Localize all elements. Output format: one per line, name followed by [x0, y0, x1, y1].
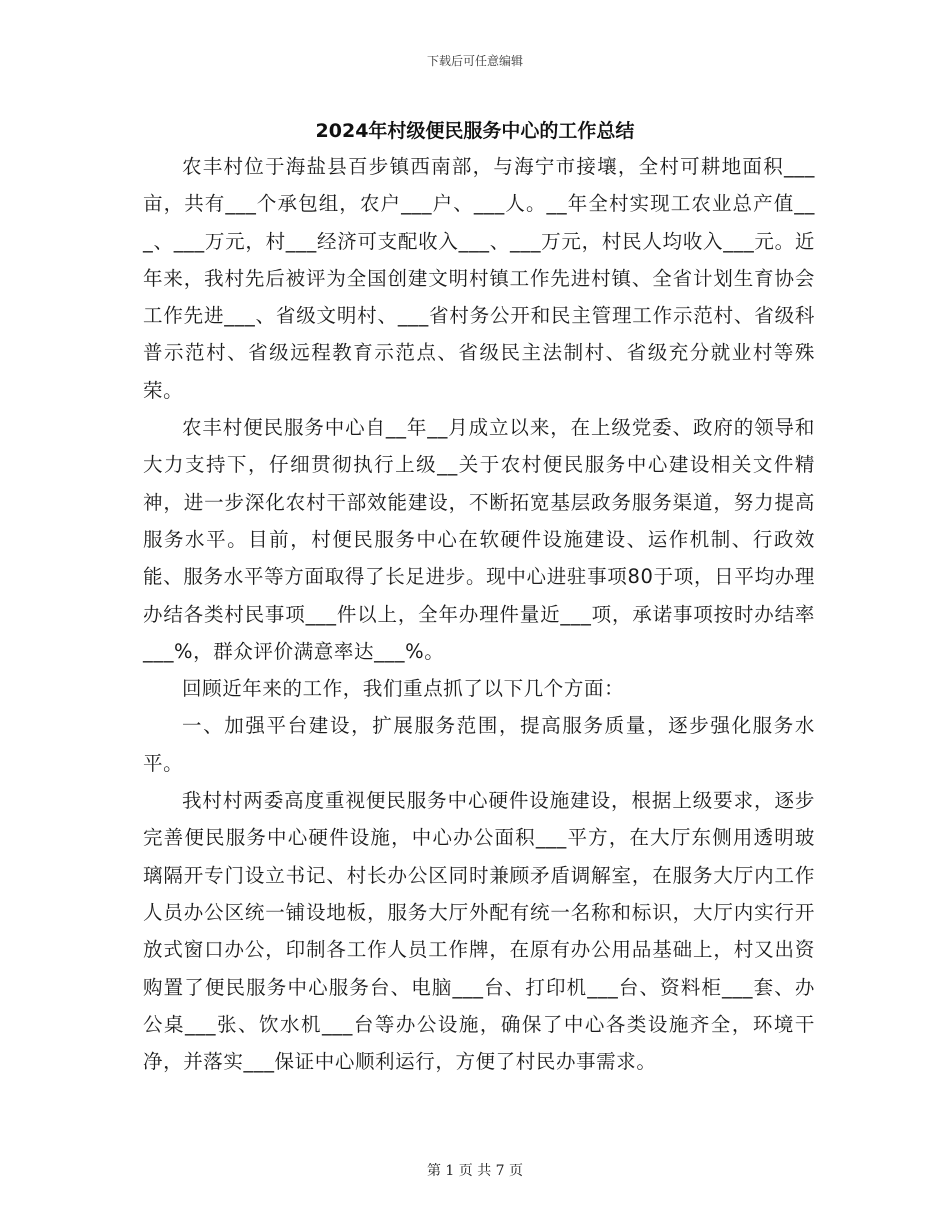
paragraph-review-intro: 回顾近年来的工作，我们重点抓了以下几个方面： — [182, 677, 625, 701]
page-number: 第 1 页 共 7 页 — [426, 1163, 524, 1179]
document-body — [143, 148, 815, 1080]
paragraph-section-one-heading: 一、加强平台建设，扩展服务范围，提高服务质量，逐步强化服务水平。 — [143, 714, 815, 775]
paragraph-facility-construction: 我村村两委高度重视便民服务中心硬件设施建设，根据上级要求，逐步完善便民服务中心硬件设施，中心办公面积___平方，在大厅东侧用透明玻璃隔开专门设立书记、村长办公区同时兼顾矛盾调解室，在服务大厅内工作人员办公区统一铺设地板，服务大厅外配有统一名称和标识，大厅内实行开放式窗口办公，印制各工作人员工作牌，在原有办公用品基础上，村又出资购置了便民服务中心服务台、电脑___台、打印机___台、资料柜___套、办公桌___张、饮水机___台等办公设施，确保了中心各类设施齐全，环境干净，并落实___保证中心顺利运行，方便了村民办事需求。 — [143, 789, 815, 1074]
document-title: 2024年村级便民服务中心的工作总结 — [315, 120, 635, 142]
paragraph-service-center-history: 农丰村便民服务中心自__年__月成立以来，在上级党委、政府的领导和大力支持下，仔细贯彻执行上级__关于农村便民服务中心建设相关文件精神，进一步深化农村干部效能建设，不断拓宽基层政务服务渠道，努力提高服务水平。目前，村便民服务中心在软硬件设施建设、运作机制、行政效能、服务水平等方面取得了长足进步。现中心进驻事项80于项，日平均办理办结各类村民事项___件以上，全年办理件量近___项，承诺事项按时办结率___%，群众评价满意率达___%。 — [143, 416, 815, 663]
page-header-note: 下载后可任意编辑 — [426, 54, 523, 68]
paragraph-village-overview: 农丰村位于海盐县百步镇西南部，与海宁市接壤，全村可耕地面积___亩，共有___个承包组，农户___户、___人。__年全村实现工农业总产值___、___万元，村___经济可支配收入___、___万元，村民人均收入___元。近年来，我村先后被评为全国创建文明村镇工作先进村镇、全省计划生育协会工作先进___、省级文明村、___省村务公开和民主管理工作示范村、省级科普示范村、省级远程教育示范点、省级民主法制村、省级充分就业村等殊荣。 — [143, 155, 815, 402]
